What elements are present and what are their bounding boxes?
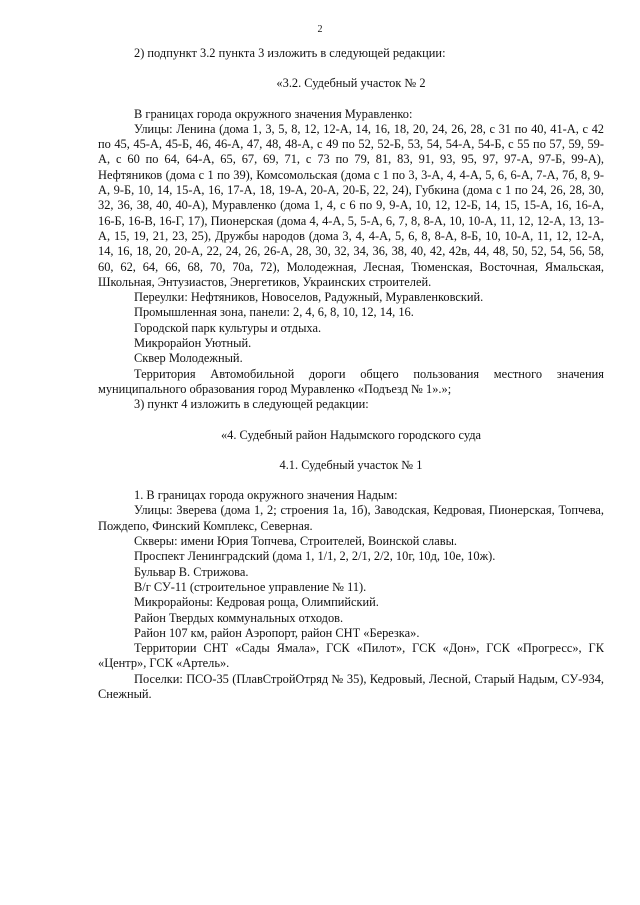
paragraph-city-park: Городской парк культуры и отдыха. — [134, 320, 322, 335]
paragraph-road-territory: Территория Автомобильной дороги общего пользования местного значения муниципального образования город Муравленко «Подъезд № 1».»; — [98, 366, 604, 396]
paragraph-industrial-zone: Промышленная зона, панели: 2, 4, 6, 8, 10, 12, 14, 16. — [134, 305, 414, 320]
amendment-item-3: 3) пункт 4 изложить в следующей редакции: — [134, 397, 369, 412]
paragraph-streets-nadym: Улицы: Зверева (дома 1, 2; строения 1а, 1б), Заводская, Кедровая, Пионерская, Топчева, Пождепо, Финский Комплекс, Северная. — [98, 503, 604, 533]
paragraph-city-muravlenko: В границах города окружного значения Муравленко: — [134, 106, 413, 121]
paragraph-microdistrict-uyutny: Микрорайон Уютный. — [134, 336, 252, 351]
document-body — [98, 46, 604, 702]
paragraph-square-molodezhny: Сквер Молодежный. — [134, 351, 243, 366]
paragraph-lanes: Переулки: Нефтяников, Новоселов, Радужный, Муравленковский. — [134, 290, 484, 305]
paragraph-settlements: Поселки: ПСО-35 (ПлавСтройОтряд № 35), Кедровый, Лесной, Старый Надым, СУ-934, Снежный. — [98, 671, 604, 701]
paragraph-territories: Территории СНТ «Сады Ямала», ГСК «Пилот», ГСК «Дон», ГСК «Прогресс», ГК «Центр», ГСК «Артель». — [98, 641, 604, 671]
paragraph-squares-nadym: Скверы: имени Юрия Топчева, Строителей, Воинской славы. — [134, 534, 457, 549]
paragraph-su-11: В/г СУ-11 (строительное управление № 11). — [134, 579, 367, 594]
amendment-item-2: 2) подпункт 3.2 пункта 3 изложить в следующей редакции: — [134, 46, 446, 60]
page-number: 2 — [317, 24, 323, 35]
section-heading-4: «4. Судебный район Надымского городского суда — [220, 427, 482, 442]
paragraph-microdistricts: Микрорайоны: Кедровая роща, Олимпийский. — [134, 595, 379, 610]
paragraph-streets-muravlenko: Улицы: Ленина (дома 1, 3, 5, 8, 12, 12-А, 14, 16, 18, 20, 24, 26, 28, с 31 по 40, 41-А, с 42 по 45, 45-А, 45-Б, 46, 46-А, 47, 48, 48-А, с 49 по 52, 52-Б, 53, 54, 54-А, 54-Б, с 55 по 57, 59, 59-А, с 60 по 64, 64-А, 65, 67, 69, 71, с 73 по 79, 81, 83, 91, 93, 95, 97, 97-А, 97-Б, 99-А), Нефтяников (дома с 1 по 39), Комсомольская (дома с 1 по 3, 3-А, 4, 4-А, 5, 6, 6-А, 7-А, 7б, 8, 9-А, 9-Б, 10, 14, 15-А, 16, 17-А, 18, 19-А, 20-А, 20-Б, 22, 24), Губкина (дома с 1 по 24, 26, 28, 30, 32, 36, 38, 40, 40-А), Муравленко (дома 1, 4, с 6 по 9, 9-А, 10, 12, 12-Б, 14, 15, 15-А, 16, 16-А, 16-Б, 16-В, 16-Г, 17), Пионерская (дома 4, 4-А, 5, 5-А, 6, 7, 8, 8-А, 10, 10-А, 11, 12, 12-А, 13, 13-А, 15, 19, 21, 23, 25), Дружбы народов (дома 3, 4, 4-А, 5, 6, 8, 8-А, 8-Б, 10, 10-А, 11, 12, 12-А, 14, 16, 18, 20, 20-А, 22, 24, 26, 26-А, 28, 30, 32, 34, 36, 38, 40, 42, 42в, 44, 48, 50, 52, 54, 56, 58, 60, 62, 64, 66, 68, 70, 70а, 72), Молодежная, Лесная, Тюменская, Восточная, Ямальская, Школьная, Энтузиастов, Энергетиков, Украинских строителей. — [98, 121, 604, 289]
paragraph-waste-district: Район Твердых коммунальных отходов. — [134, 610, 344, 625]
paragraph-prospect-leningradsky: Проспект Ленинградский (дома 1, 1/1, 2, 2/1, 2/2, 10г, 10д, 10е, 10ж). — [134, 549, 496, 564]
paragraph-district-107km: Район 107 км, район Аэропорт, район СНТ «Березка». — [134, 625, 420, 640]
paragraph-city-nadym: 1. В границах города окружного значения Надым: — [134, 488, 398, 503]
paragraph-boulevard: Бульвар В. Стрижова. — [134, 564, 249, 579]
section-heading-4-1: 4.1. Судебный участок № 1 — [279, 457, 423, 472]
section-heading-3-2: «3.2. Судебный участок № 2 — [276, 76, 426, 91]
